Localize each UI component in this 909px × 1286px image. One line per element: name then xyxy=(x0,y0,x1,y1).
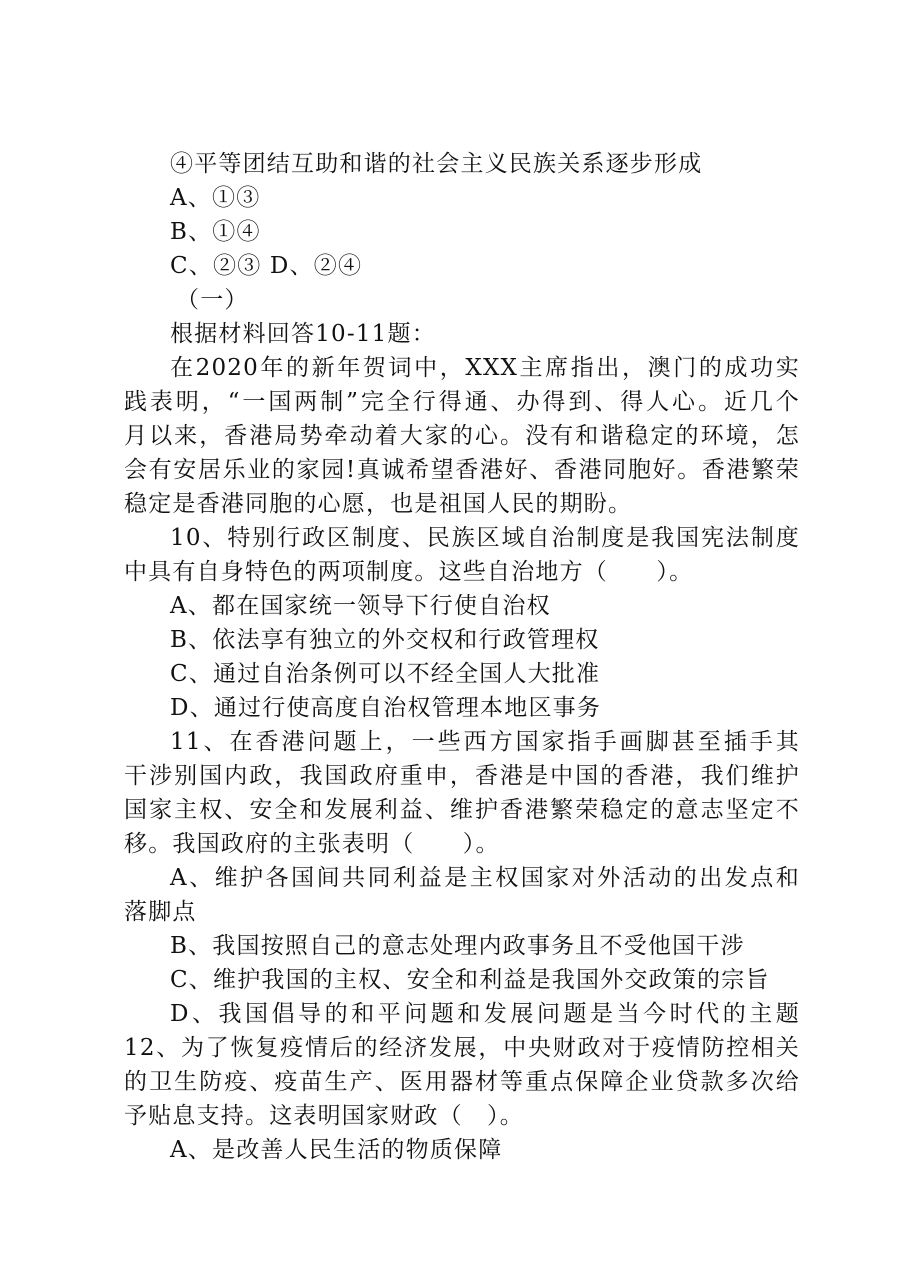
answer-choice-b: B、①④ xyxy=(170,219,261,245)
question-10-stem: 中具有自身特色的两项制度。这些自治地方（ ）。 xyxy=(124,559,694,585)
material-paragraph-line: 践表明，“一国两制”完全行得通、办得到、得人心。近几个 xyxy=(124,389,800,415)
question-12-stem: 的卫生防疫、疫苗生产、医用器材等重点保障企业贷款多次给 xyxy=(124,1069,800,1095)
answer-choice-a: A、①③ xyxy=(170,185,261,211)
question-10-option-d: D、通过行使高度自治权管理本地区事务 xyxy=(170,695,602,721)
option-item-4: ④平等团结互助和谐的社会主义民族关系逐步形成 xyxy=(170,151,703,177)
question-11-stem: 移。我国政府的主张表明（ ）。 xyxy=(124,831,500,857)
question-11-option-c: C、维护我国的主权、安全和利益是我国外交政策的宗旨 xyxy=(170,967,770,993)
question-10-stem: 10、特别行政区制度、民族区域自治制度是我国宪法制度 xyxy=(170,525,800,551)
question-10-option-b: B、依法享有独立的外交权和行政管理权 xyxy=(170,627,600,653)
question-11-option-d: D、我国倡导的和平问题和发展问题是当今时代的主题 xyxy=(170,1001,800,1027)
question-11-stem: 11、在香港问题上，一些西方国家指手画脚甚至插手其 xyxy=(170,729,800,755)
section-heading: （一） xyxy=(176,287,249,313)
question-11-option-b: B、我国按照自己的意志处理内政事务且不受他国干涉 xyxy=(170,933,745,959)
material-paragraph-line: 月以来，香港局势牵动着大家的心。没有和谐稳定的环境，怎 xyxy=(124,423,800,449)
material-paragraph-line: 稳定是香港同胞的心愿，也是祖国人民的期盼。 xyxy=(124,491,633,517)
question-11-option-a: A、维护各国间共同利益是主权国家对外活动的出发点和 xyxy=(170,865,800,891)
question-11-option-a: 落脚点 xyxy=(124,899,197,925)
material-paragraph-line: 会有安居乐业的家园!真诚希望香港好、香港同胞好。香港繁荣 xyxy=(124,457,800,483)
question-11-stem: 干涉别国内政，我国政府重申，香港是中国的香港，我们维护 xyxy=(124,763,800,789)
material-instruction: 根据材料回答10-11题： xyxy=(170,321,436,347)
question-10-option-c: C、通过自治条例可以不经全国人大批准 xyxy=(170,661,601,687)
question-12-option-a: A、是改善人民生活的物质保障 xyxy=(170,1137,503,1163)
material-paragraph-line: 在2020年的新年贺词中，XXX主席指出，澳门的成功实 xyxy=(170,355,800,381)
question-10-option-a: A、都在国家统一领导下行使自治权 xyxy=(170,593,551,619)
document-body xyxy=(124,147,800,1167)
answer-choice-c-d: C、②③ D、②④ xyxy=(170,253,363,279)
question-12-stem: 予贴息支持。这表明国家财政（ ）。 xyxy=(124,1103,524,1129)
question-12-stem: 12、为了恢复疫情后的经济发展，中央财政对于疫情防控相关 xyxy=(124,1035,800,1061)
question-11-stem: 国家主权、安全和发展利益、维护香港繁荣稳定的意志坚定不 xyxy=(124,797,800,823)
